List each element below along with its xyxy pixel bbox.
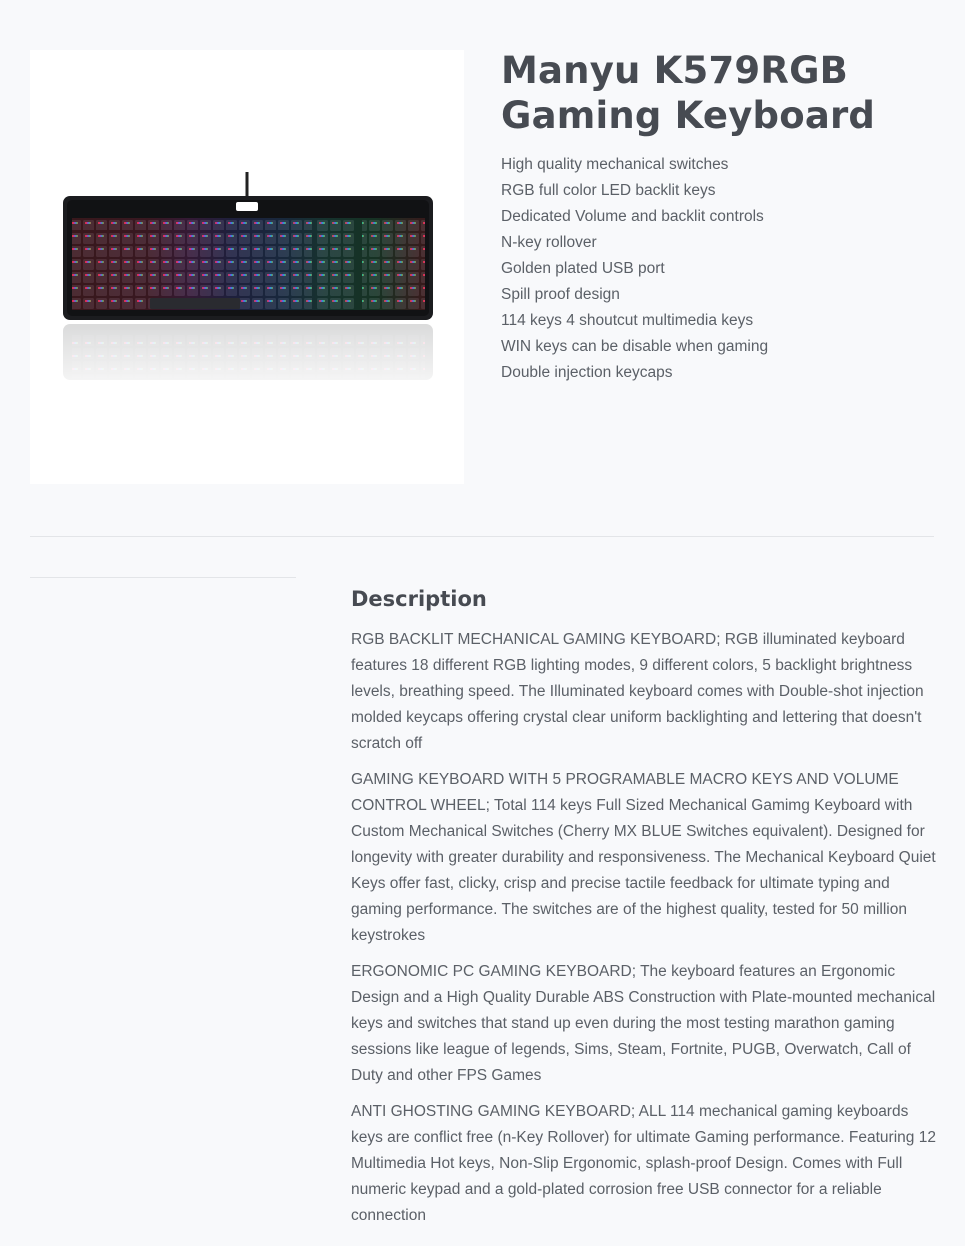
product-title: Manyu K579RGB Gaming Keyboard (501, 49, 876, 137)
sidebar-divider (30, 577, 296, 578)
feature-item: RGB full color LED backlit keys (501, 182, 716, 199)
description-paragraph: GAMING KEYBOARD WITH 5 PROGRAMABLE MACRO KEYS AND VOLUME CONTROL WHEEL; Total 114 keys Full Sized Mechanical Gamimg Keyboard with Custom Mechanical Switches (Cherry MX BLUE Switches equivalent). Designed for longevity with greater durability and responsiveness. The Mechanical Keyboard Quiet Keys offer fast, clicky, crisp and precise tactile feedback for ultimate typing and gaming performance. The switches are of the highest quality, tested for 50 million keystrokes (351, 771, 936, 944)
product-image[interactable] (30, 50, 464, 484)
feature-item: N-key rollover (501, 234, 597, 251)
feature-item: 114 keys 4 shoutcut multimedia keys (501, 312, 754, 329)
description-paragraph: ANTI GHOSTING GAMING KEYBOARD; ALL 114 mechanical gaming keyboards keys are conflict free (n-Key Rollover) for ultimate Gaming performance. Featuring 12 Multimedia Hot keys, Non-Slip Ergonomic, splash-proof Design. Comes with Full numeric keypad and a gold-plated corrosion free USB connector for a reliable connection (351, 1103, 936, 1224)
description-heading: Description (351, 587, 487, 611)
feature-list (501, 152, 768, 386)
section-divider (30, 536, 934, 537)
feature-item: WIN keys can be disable when gaming (501, 338, 769, 355)
feature-item: Golden plated USB port (501, 260, 665, 277)
brand-logo (236, 202, 258, 211)
description-body (351, 627, 937, 1239)
keyboard-illustration (30, 50, 464, 484)
feature-item: Spill proof design (501, 286, 620, 303)
feature-item: Dedicated Volume and backlit controls (501, 208, 764, 225)
feature-item: High quality mechanical switches (501, 156, 729, 173)
feature-item: Double injection keycaps (501, 364, 673, 381)
description-paragraph: RGB BACKLIT MECHANICAL GAMING KEYBOARD; RGB illuminated keyboard features 18 different RGB lighting modes, 9 different colors, 5 backlight brightness levels, breathing speed. The Illuminated keyboard comes with Double-shot injection molded keycaps offering crystal clear uniform backlighting and lettering that doesn't scratch off (351, 631, 924, 752)
description-paragraph: ERGONOMIC PC GAMING KEYBOARD; The keyboard features an Ergonomic Design and a High Quality Durable ABS Construction with Plate-mounted mechanical keys and switches that stand up even during the most testing marathon gaming sessions like league of legends, Sims, Steam, Fortnite, PUGB, Overwatch, Call of Duty and other FPS Games (351, 963, 936, 1084)
